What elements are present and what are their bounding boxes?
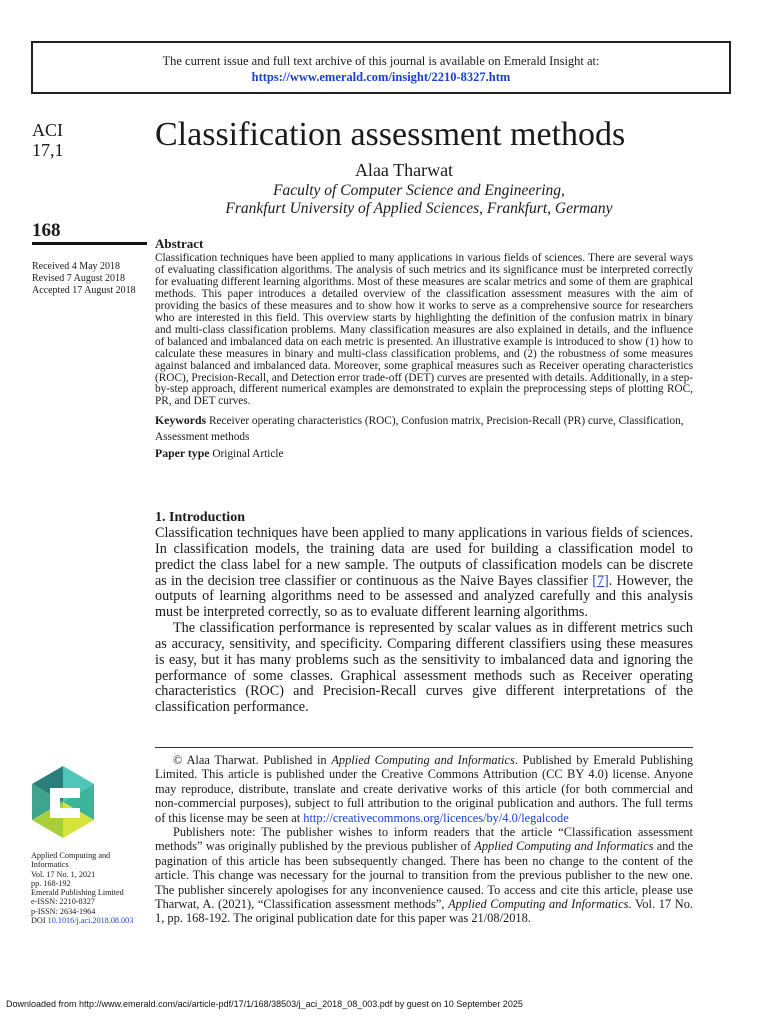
journal-volume: 17,1 xyxy=(32,140,64,160)
divider xyxy=(32,242,147,245)
abstract-text: Classification techniques have been applied to many applications in various fields of sciences. There are several ways of evaluating classification algorithms. The analysis of such metrics and its significance must be interpreted correctly for evaluating different learning algorithms. Most of these measures are scalar metrics and some of them are graphical methods. This paper introduces a detailed overview of the classification assessment measures with the aim of providing the basics of these measures and to show how it works to serve as a comprehensive source for researchers who are interested in this field. This overview starts by highlighting the definition of the confusion matrix in binary and multi-class classification problems. Many classification measures are also explained in details, and the influence of balanced and imbalanced data on each metric is presented. An illustrative example is introduced to show (1) how to calculate these measures in binary and multi-class classification problems, and (2) the robustness of some measures against balanced and imbalanced data. Moreover, some graphical measures such as Receiver operating characteristics (ROC), Precision-Recall, and Detection error trade-off (DET) curves are presented with details. Additionally, in a step-by-step approach, different numerical examples are demonstrated to explain the preprocessing steps of plotting ROC, PR, and DET curves. xyxy=(155,252,693,408)
keywords xyxy=(155,412,693,445)
affiliation-line: Frankfurt University of Applied Sciences, Frankfurt, Germany xyxy=(225,200,613,217)
paper-type-value: Original Article xyxy=(212,448,284,461)
author: Alaa Tharwat xyxy=(354,160,454,180)
intro-paragraph: The classification performance is represented by scalar values as in different metrics such as accuracy, sensitivity, and specificity. Comparing different classifiers using these measures is easy, but it has many problems such as the sensitivity to imbalanced data and ignoring the performance of some classes. Graphical assessment methods such as Receiver operating characteristics (ROC) and Precision-Recall curves give different interpretations of the classification performance. xyxy=(155,620,693,716)
paper-type-label: Paper type xyxy=(155,446,210,461)
publication-info xyxy=(31,851,133,925)
abstract-heading: Abstract xyxy=(155,236,204,251)
doi xyxy=(31,916,133,925)
affiliation-line: Faculty of Computer Science and Engineering, xyxy=(273,182,565,199)
text: Classification techniques have been applied to many applications in various fields of sciences. In classification models, the training data are used for building a classification model to predict the class label for a new sample. The outputs of classification models can be discrete as in the decision tree classifier or continuous as the Naive Bayes classifier xyxy=(155,525,693,589)
doi-label: DOI xyxy=(31,916,48,926)
intro-paragraph xyxy=(155,526,693,621)
paper-type xyxy=(155,445,693,462)
pub-line: Informatics xyxy=(31,860,69,870)
journal-name: Applied Computing and Informatics xyxy=(331,753,515,767)
history-dates xyxy=(32,261,136,297)
journal-name: Applied Computing and Informatics xyxy=(448,897,629,912)
date-revised: Revised 7 August 2018 xyxy=(32,273,126,284)
introduction-section xyxy=(155,510,693,716)
pub-line: Applied Computing and xyxy=(31,851,111,860)
text: . However, the outputs of learning algorithms need to be assessed and analyzed carefully and this analysis must be interpreted correctly, so as to evaluate different learning algorithms. xyxy=(155,572,693,621)
doi-link[interactable]: 10.1016/j.aci.2018.08.003 xyxy=(47,916,134,926)
pub-line: p-ISSN: 2634-1964 xyxy=(31,906,96,916)
journal-code xyxy=(32,120,64,160)
pub-line: Vol. 17 No. 1, 2021 xyxy=(31,869,96,879)
pub-line: e-ISSN: 2210-8327 xyxy=(31,897,95,907)
license-link[interactable]: http://creativecommons.org/licences/by/4.0/legalcode xyxy=(303,810,569,825)
journal-abbr: ACI xyxy=(32,120,63,140)
text: . Published by Emerald Publishing Limited. This article is published under the Creative Commons Attribution (CC BY 4.0) license. Anyone may reproduce, distribute, translate and create derivative works of this article (for both commercial and non-commercial purposes), subject to full attribution to the original publication and authors. The full terms of this license may be seen at xyxy=(155,753,694,825)
text: and the pagination of this article has been subsequently changed. There has been no change to the content of the article. This change was necessary for the journal to transition from the previous publisher to the new one. The publisher sincerely apologises for any inconvenience caused. To access and cite this article, please use Tharwat, A. (2021), “Classification assessment methods”, xyxy=(155,839,694,912)
journal-url-link[interactable]: https://www.emerald.com/insight/2210-8327.htm xyxy=(251,70,511,84)
pub-line: pp. 168-192 xyxy=(31,878,71,888)
date-received: Received 4 May 2018 xyxy=(32,261,121,272)
date-accepted: Accepted 17 August 2018 xyxy=(32,285,136,296)
text: Publishers note: The publisher wishes to inform readers that the article “Classification assessment methods” was originally published by the previous publisher of xyxy=(155,825,693,854)
keywords-label: Keywords xyxy=(155,413,207,428)
download-footer: Downloaded from http://www.emerald.com/aci/article-pdf/17/1/168/38503/j_aci_2018_08_003.pdf by guest on 10 September 2025 xyxy=(6,999,523,1009)
intro-heading: 1. Introduction xyxy=(155,510,245,525)
archive-banner xyxy=(31,41,731,94)
page-number: 168 xyxy=(32,220,61,241)
text: . Vol. 17 No. 1, pp. 168-192. The original publication date for this paper was 21/08/2018. xyxy=(155,897,693,926)
citation-link[interactable]: [7] xyxy=(592,572,609,589)
license-section xyxy=(155,747,693,926)
banner-text: The current issue and full text archive of this journal is available on Emerald Insight at: xyxy=(162,54,600,68)
affiliation xyxy=(0,182,768,218)
journal-name: Applied Computing and Informatics xyxy=(474,839,654,854)
abstract-section xyxy=(155,236,693,462)
journal-logo-icon xyxy=(30,766,96,838)
paper-title: Classification assessment methods xyxy=(155,116,626,153)
text: © Alaa Tharwat. Published in xyxy=(173,753,332,767)
license-text xyxy=(155,753,693,825)
publisher-note xyxy=(155,825,693,926)
keywords-text: Receiver operating characteristics (ROC), Confusion matrix, Precision-Recall (PR) curve, Classification, Assessment methods xyxy=(155,415,684,444)
pub-line: Emerald Publishing Limited xyxy=(31,888,124,898)
